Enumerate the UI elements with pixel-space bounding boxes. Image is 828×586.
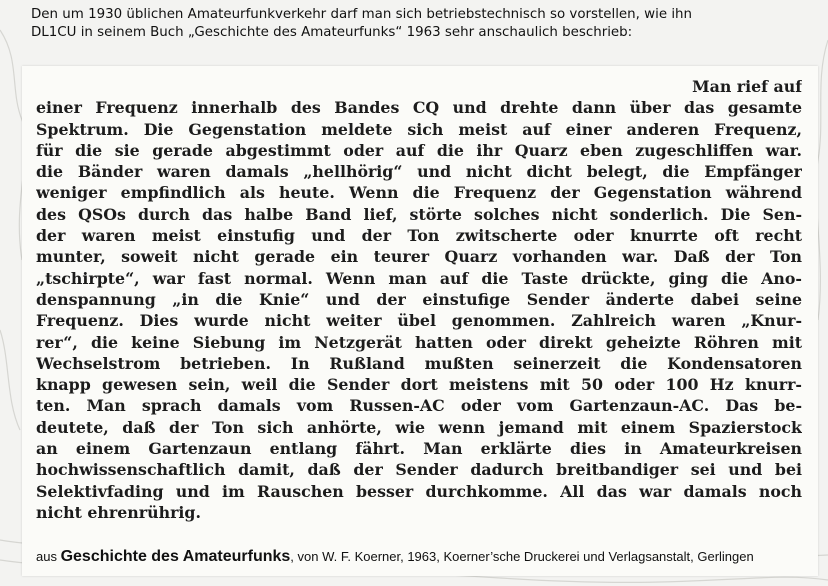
quote-line: Frequenz. Dies wurde nicht weiter übel genommen. Zahlreich waren „Knur-: [36, 311, 802, 331]
intro-line-2: DL1CU in seinem Buch „Geschichte des Amateurfunks“ 1963 sehr anschaulich beschrieb:: [31, 25, 633, 40]
quote-line: „tschirpte“, war fast normal. Wenn man auf die Taste drückte, ging die Ano-: [36, 268, 802, 288]
quote-line: die Bänder waren damals „hellhörig“ und nicht dicht belegt, die Empfänger: [36, 162, 802, 182]
citation-details: , von W. F. Koerner, 1963, Koerner’sche Druckerei und Verlagsanstalt, Gerlingen: [290, 549, 754, 564]
intro-paragraph: [31, 6, 821, 42]
quote-line: des QSOs durch das halbe Band lief, störte solches nicht sonderlich. Die Sen-: [36, 204, 802, 224]
quote-line: Spektrum. Die Gegenstation meldete sich meist auf einer anderen Frequenz,: [36, 119, 802, 139]
quote-line: weniger empfindlich als heute. Wenn die Frequenz der Gegenstation während: [36, 183, 802, 203]
quote-line: Wechselstrom betrieben. In Rußland mußten seinerzeit die Kondensatoren: [36, 353, 802, 373]
quote-line: ten. Man sprach damals vom Russen-AC oder vom Gartenzaun-AC. Das be-: [36, 396, 802, 416]
quote-line: Selektivfading und im Rauschen besser durchkomme. All das war damals noch: [36, 481, 802, 501]
citation-prefix: aus: [36, 549, 61, 564]
quote-line: für die sie gerade abgestimmt oder auf die ihr Quarz eben zugeschliffen war.: [36, 140, 802, 160]
quote-line: munter, soweit nicht gerade ein teurer Quarz vorhanden war. Daß der Ton: [36, 247, 802, 267]
source-citation: [36, 548, 806, 566]
quote-line: deutete, daß der Ton sich anhörte, wie wenn jemand mit einem Spazierstock: [36, 417, 802, 437]
quote-line: Man rief auf: [692, 77, 802, 96]
quote-line: nicht ehrenrührig.: [36, 502, 201, 522]
quote-line: knapp gewesen sein, weil die Sender dort meistens mit 50 oder 100 Hz knurr-: [36, 375, 802, 395]
quote-line: an einem Gartenzaun entlang fährt. Man erklärte dies in Amateurkreisen: [36, 439, 802, 459]
quote-line: rer“, die keine Siebung im Netzgerät hatten oder direkt geheizte Röhren mit: [36, 332, 802, 352]
scanned-book-excerpt: [22, 66, 818, 576]
quote-line: hochwissenschaftlich damit, daß der Sender dadurch breitbandiger sei und bei: [36, 460, 802, 480]
quote-line: der waren meist einstufig und der Ton zwitscherte oder knurrte oft recht: [36, 226, 802, 246]
quote-line: einer Frequenz innerhalb des Bandes CQ und drehte dann über das gesamte: [36, 98, 802, 118]
book-quote: [36, 76, 802, 523]
quote-line: denspannung „in die Knie“ und der einstufige Sender änderte dabei seine: [36, 289, 802, 309]
citation-book-title: Geschichte des Amateurfunks: [60, 548, 291, 565]
intro-line-1: Den um 1930 üblichen Amateurfunkverkehr darf man sich betriebstechnisch so vorstellen, wie ihn: [31, 7, 693, 22]
